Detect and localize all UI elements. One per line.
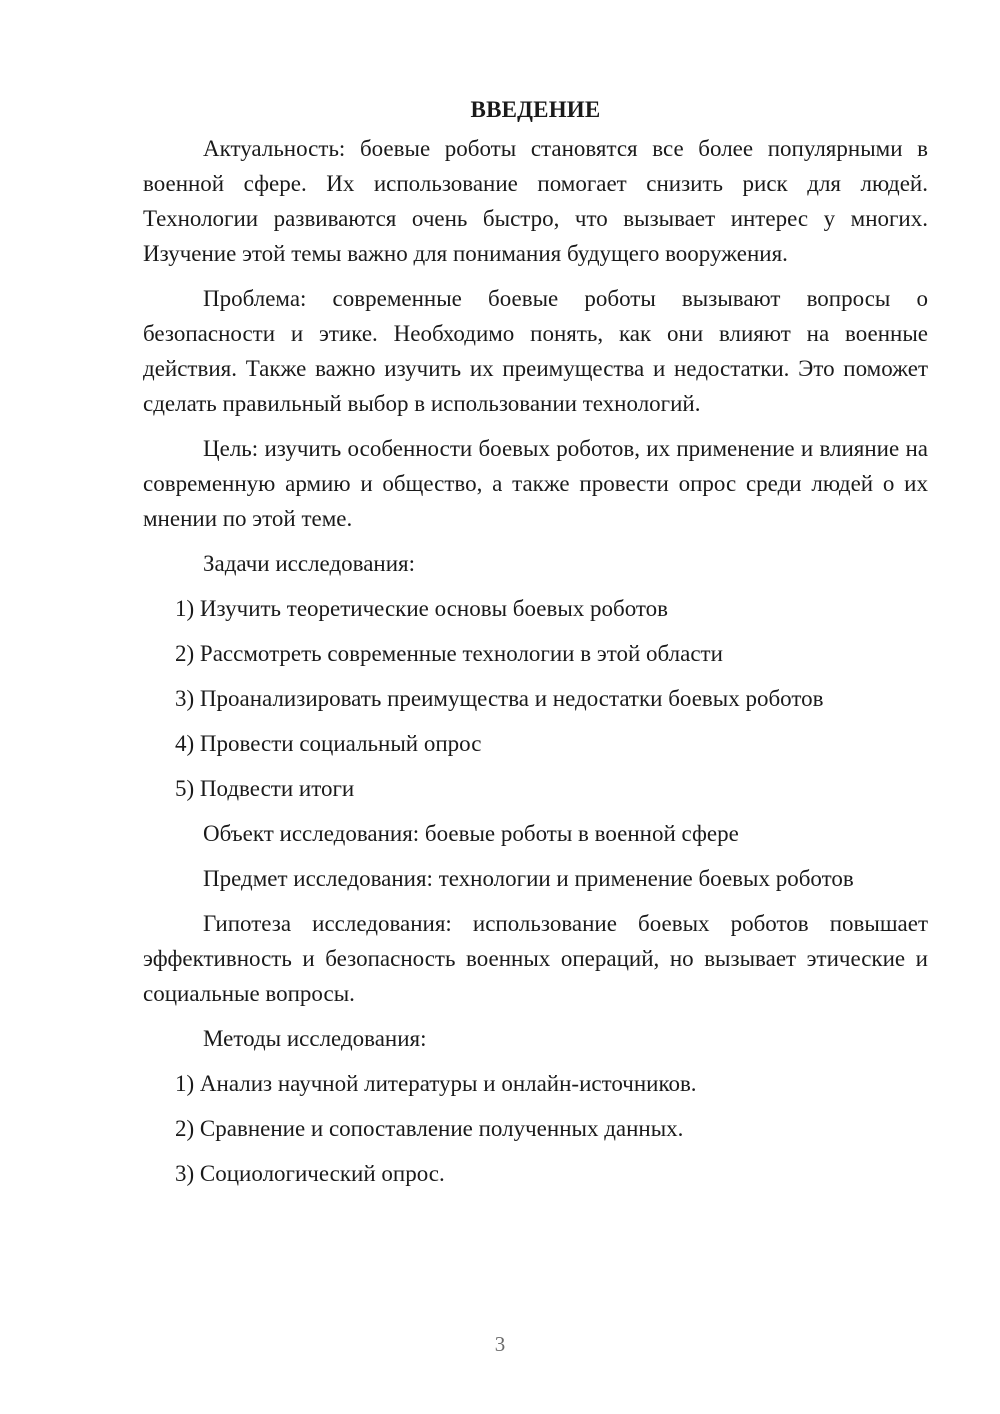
task-item-5: 5) Подвести итоги [175,776,355,801]
section-title: ВВЕДЕНИЕ [470,97,601,122]
research-object: Объект исследования: боевые роботы в военной сфере [203,821,739,846]
task-item-2: 2) Рассмотреть современные технологии в этой области [175,641,723,666]
task-item-3: 3) Проанализировать преимущества и недостатки боевых роботов [175,686,824,711]
paragraph-relevance: Актуальность: боевые роботы становятся все более популярными в военной сфере. Их использование помогает снизить риск для людей. Технологии развиваются очень быстро, что вызывает интерес у многих. Изучение этой темы важно для понимания будущего вооружения. [143,136,928,266]
method-item-1: 1) Анализ научной литературы и онлайн-источников. [175,1071,697,1096]
methods-heading: Методы исследования: [203,1026,427,1051]
method-item-2: 2) Сравнение и сопоставление полученных данных. [175,1116,684,1141]
task-item-4: 4) Провести социальный опрос [175,731,482,756]
task-item-1: 1) Изучить теоретические основы боевых роботов [175,596,669,621]
method-item-3: 3) Социологический опрос. [175,1161,445,1186]
page-number: 3 [494,1332,506,1356]
paragraph-goal: Цель: изучить особенности боевых роботов, их применение и влияние на современную армию и общество, а также провести опрос среди людей о их мнении по этой теме. [143,436,928,531]
research-subject: Предмет исследования: технологии и применение боевых роботов [203,866,854,891]
document-page [143,92,928,1201]
research-hypothesis: Гипотеза исследования: использование боевых роботов повышает эффективность и безопасность военных операций, но вызывает этические и социальные вопросы. [143,911,928,1006]
paragraph-problem: Проблема: современные боевые роботы вызывают вопросы о безопасности и этике. Необходимо понять, как они влияют на военные действия. Также важно изучить их преимущества и недостатки. Это поможет сделать правильный выбор в использовании технологий. [143,286,928,416]
tasks-heading: Задачи исследования: [203,551,416,576]
